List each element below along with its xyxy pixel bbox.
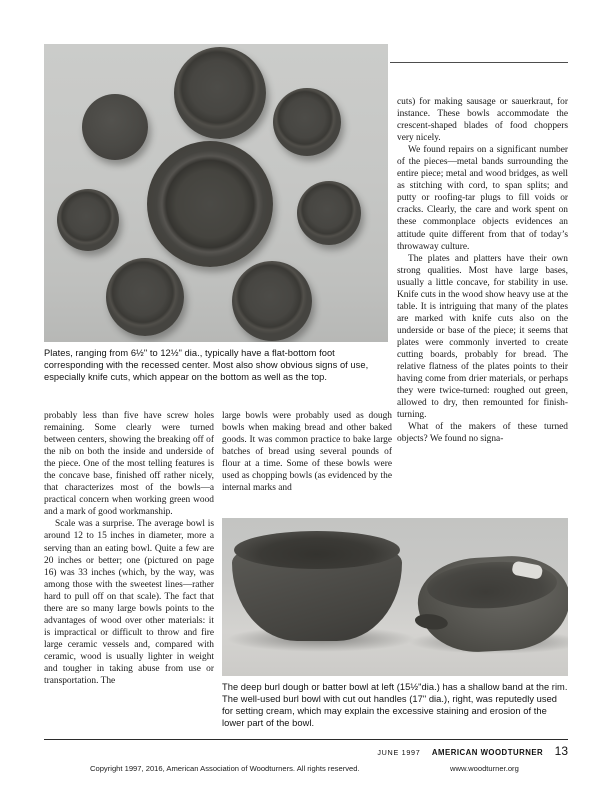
bowls-photo bbox=[222, 518, 568, 676]
issue-date: JUNE 1997 bbox=[377, 748, 421, 757]
paragraph: We found repairs on a significant number of the pieces—metal bands surrounding the entire piece; metal and wood bridges, as well as stitching with cord, to span splits; and putty or roofing-tar plugs to fill voids or cracks. Clearly, the care and work spent on these commonplace objects evidences an attitude quite different from that of today’s throwaway culture. bbox=[397, 145, 568, 252]
handled-bowl bbox=[416, 553, 568, 655]
copyright-notice: Copyright 1997, 2016, American Association of Woodturners. All rights reserved. bbox=[90, 764, 360, 773]
plate bbox=[297, 181, 361, 245]
plate bbox=[174, 47, 266, 139]
paragraph: The plates and platters have their own strong qualities. Most have large bases, usually a little concave, for stability in use. Knife cuts in the wood show heavy use at the table. It is intriguing that many of the plates are marked with knife cuts also on the underside or base of the piece; it seems that plates were commonly inverted to create cutting boards, probably for bread. The relative flatness of the plates points to their having come from drier materials, or perhaps they were twice-turned: roughed out green, allowed to dry, then remounted for finish-turning. bbox=[397, 253, 568, 421]
bowl-rim bbox=[234, 531, 400, 569]
paragraph: probably less than five have screw holes remaining. Some clearly were turned between centers, showing the breaking off of the nib on both the inside and underside of the piece. One of the most telling features is the concave base, finished off rather nicely, that characterizes most of the bowls—a practical concern when working green wood and a mark of good workmanship. bbox=[44, 411, 214, 518]
plates-photo-caption: Plates, ranging from 6½" to 12½" dia., typically have a flat-bottom foot corresponding with the recessed center. Most also show obvious signs of use, especially knife cuts, which appear on the bottom as well as the top. bbox=[44, 348, 369, 382]
column-middle bbox=[222, 410, 392, 510]
magazine-title: AMERICAN WOODTURNER bbox=[431, 748, 544, 757]
plate-large-center bbox=[147, 141, 273, 267]
plate bbox=[273, 88, 341, 156]
plate bbox=[57, 189, 119, 251]
page-number: 13 bbox=[554, 744, 568, 758]
plate bbox=[82, 94, 148, 160]
column-left bbox=[44, 410, 214, 736]
paragraph: large bowls were probably used as dough bowls when making bread and other baked goods. It was common practice to bake large batches of bread using several pounds of flour at a time. Some of these bowls were used as chopping bowls (as evidenced by the internal marks and bbox=[222, 411, 392, 494]
dough-bowl bbox=[232, 531, 402, 641]
website-url: www.woodturner.org bbox=[450, 764, 519, 773]
top-right-rule bbox=[390, 62, 568, 63]
plate bbox=[232, 261, 312, 341]
folio-line bbox=[377, 742, 568, 760]
column-right bbox=[397, 96, 568, 506]
paragraph: Scale was a surprise. The average bowl is around 12 to 15 inches in diameter, more a serving than an eating bowl. Quite a few are 20 inches or better; one (pictured on page 16) was 33 inches (which, by the way, was among those with the sweetest lines—rather hard to pull off on that scale). The fact that there are so many large bowls points to the advantages of wood over other materials: it is impractical or difficult to throw and fire large ceramic vessels and, compared with ceramic, wood is usually lighter in weight and tougher in taking abuse from use or transportation. The bbox=[44, 519, 214, 687]
plates-photo bbox=[44, 44, 388, 342]
plate bbox=[106, 258, 184, 336]
paragraph: cuts) for making sausage or sauerkraut, for instance. These bowls accommodate the crescent-shaped blades of food choppers very nicely. bbox=[397, 97, 568, 144]
paragraph: What of the makers of these turned objects? We found no signa- bbox=[397, 422, 568, 445]
bowls-photo-caption: The deep burl dough or batter bowl at left (15½"dia.) has a shallow band at the rim. The well-used burl bowl with cut out handles (17" dia.), right, was reputedly used for setting cream, which may explain the excessive staining and erosion of the lower part of the bowl. bbox=[222, 682, 568, 728]
footer-rule bbox=[44, 739, 568, 740]
